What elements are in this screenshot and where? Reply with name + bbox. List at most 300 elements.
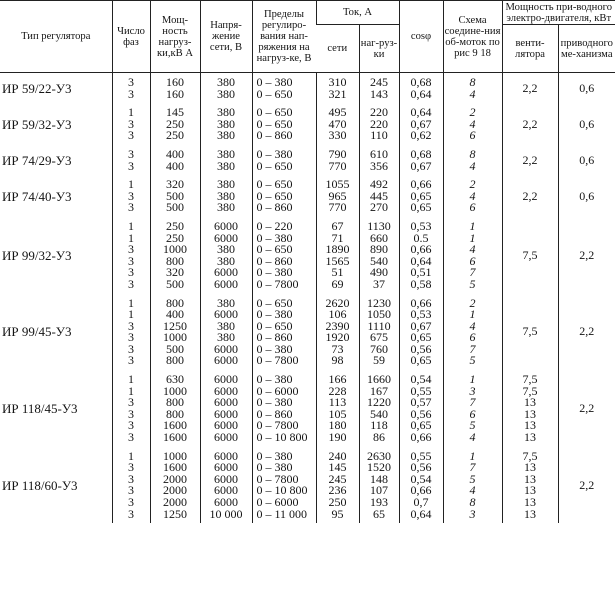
header-type: Тип регулятора [0,1,112,73]
limits-cell [252,175,316,217]
limits-cell [252,73,316,104]
phases-cell-line: 3 [128,341,134,356]
current-load-cell-line: 445 [370,188,388,203]
cos-cell-line: 0,58 [410,276,432,291]
voltage-cell-line: 380 [217,253,235,268]
cos-cell-line: 0,54 [410,372,432,387]
fan-power-line: 7,5 [522,383,538,398]
current-load-cell-line: 1110 [367,318,391,333]
current-net-cell [316,145,359,175]
voltage-cell-line: 6000 [214,265,238,280]
cos-cell-line: 0,57 [410,395,432,410]
current-load-cell-line: 220 [370,105,388,120]
current-net-cell-line: 495 [328,105,347,120]
current-net-cell-line: 106 [328,307,347,322]
table-row [0,103,615,145]
scheme-cell-line: 7 [469,395,476,410]
voltage-cell-line: 6000 [214,406,238,421]
limits-cell-line: 0 – 10 800 [256,430,308,445]
scheme-cell-line: 4 [469,483,476,498]
cos-cell-line: 0,66 [410,242,432,257]
phases-cell [112,103,150,145]
cos-cell-line: 0,53 [410,307,432,322]
current-net-cell-line: 245 [328,471,347,486]
scheme-cell-line: 3 [469,506,476,521]
current-net-cell-line: 190 [328,430,347,445]
power-cell-line: 800 [166,406,184,421]
current-load-cell [359,447,399,524]
drive-power-cell: 2,2 [558,294,615,371]
cos-cell-line: 0,54 [410,471,432,486]
cos-cell-line: 0,7 [413,495,429,509]
fan-power-line: 7,5 [522,324,538,339]
limits-cell-line: 0 – 7800 [256,418,299,433]
power-cell-line: 2000 [163,495,187,509]
cos-cell-line: 0,67 [410,116,432,131]
limits-cell-line: 0 – 650 [256,318,293,333]
limits-cell-line: 0 – 380 [256,341,293,356]
voltage-cell-line: 380 [217,75,235,89]
phases-cell [112,73,150,104]
current-load-cell-line: 492 [370,177,388,192]
current-load-cell-line: 110 [370,128,388,143]
phases-cell-line: 3 [128,276,134,291]
voltage-cell [200,175,252,217]
scheme-cell-line: 5 [469,353,476,368]
phases-cell-line: 3 [128,430,134,445]
phases-cell-line: 3 [128,395,134,410]
header-current: Ток, А [316,1,399,25]
limits-cell-line: 0 – 6000 [256,495,299,509]
voltage-cell [200,294,252,371]
scheme-cell-line: 4 [469,188,476,203]
current-net-cell-line: 105 [328,406,347,421]
voltage-cell-line: 380 [217,318,235,333]
regulator-type-cell: ИР 99/32-У3 [2,247,72,263]
limits-cell-line: 0 – 220 [256,218,293,233]
limits-cell-line: 0 – 650 [256,295,293,310]
current-net-cell [316,217,359,294]
fan-power-line: 7,5 [522,372,538,387]
voltage-cell-line: 380 [217,330,235,345]
power-cell-line: 2000 [163,483,187,498]
current-load-cell-line: 760 [370,341,388,356]
power-cell-line: 500 [166,188,184,203]
phases-cell-line: 3 [128,406,134,421]
power-cell-line: 160 [166,75,184,89]
phases-cell-line: 1 [128,448,134,463]
current-load-cell-line: 37 [373,276,385,291]
current-net-cell-line: 71 [331,230,344,245]
cos-cell-line: 0,68 [410,75,432,89]
voltage-cell-line: 380 [217,242,235,257]
current-net-cell-line: 145 [328,460,347,475]
voltage-cell-line: 6000 [214,418,238,433]
cos-cell-line: 0,53 [410,218,432,233]
fan-power-line: 7,5 [522,448,538,463]
phases-cell-line: 3 [128,75,134,89]
voltage-cell-line: 6000 [214,383,238,398]
power-cell-line: 800 [166,253,184,268]
current-load-cell-line: 2630 [367,448,391,463]
limits-cell-line: 0 – 650 [256,158,293,173]
fan-power-cell [502,73,558,104]
scheme-cell-line: 5 [469,276,476,291]
cos-cell-line: 0,66 [410,295,432,310]
voltage-cell [200,73,252,104]
limits-cell [252,145,316,175]
power-cell-line: 320 [166,177,184,192]
power-cell-line: 400 [166,158,184,173]
cos-cell-line: 0,66 [410,177,432,192]
phases-cell-line: 3 [128,188,134,203]
current-net-cell-line: 228 [328,383,347,398]
current-load-cell-line: 540 [370,406,388,421]
phases-cell-line: 3 [128,265,134,280]
phases-cell-line: 3 [128,460,134,475]
scheme-cell-line: 5 [469,418,476,433]
current-load-cell [359,370,399,447]
voltage-cell-line: 380 [217,200,235,215]
table-row [0,145,615,175]
voltage-cell-line: 6000 [214,460,238,475]
limits-cell-line: 0 – 380 [256,75,293,89]
current-load-cell-line: 610 [370,146,388,161]
fan-power-line: 13 [524,495,537,509]
power-cell-line: 2000 [163,471,187,486]
limits-cell [252,217,316,294]
current-net-cell-line: 770 [328,158,347,173]
cos-cell-line: 0,67 [410,158,432,173]
current-load-cell-line: 107 [370,483,388,498]
regulator-type-cell: ИР 99/45-У3 [2,324,72,340]
power-cell-line: 500 [166,341,184,356]
limits-cell-line: 0 – 860 [256,330,293,345]
scheme-cell-line: 3 [469,383,476,398]
header-phases: Число фаз [112,1,150,73]
current-load-cell-line: 660 [370,230,388,245]
phases-cell [112,175,150,217]
current-load-cell-line: 59 [373,353,385,368]
cos-cell-line: 0,64 [410,253,432,268]
limits-cell-line: 0 – 860 [256,200,293,215]
current-net-cell-line: 180 [328,418,347,433]
phases-cell [112,145,150,175]
scheme-cell-line: 6 [469,406,476,421]
current-load-cell-line: 148 [370,471,388,486]
header-motor: Мощность при-водного электро-двигателя, кВт [502,1,615,25]
drive-power-cell: 2,2 [558,447,615,524]
current-net-cell-line: 69 [331,276,344,291]
limits-cell-line: 0 – 860 [256,128,293,143]
power-cell [150,294,200,371]
limits-cell-line: 0 – 860 [256,406,293,421]
scheme-cell [443,370,502,447]
regulator-type-cell: ИР 59/22-У3 [2,80,72,96]
header-power: Мощ-ность нагруз-ки,кВ А [150,1,200,73]
current-net-cell-line: 95 [331,506,344,521]
phases-cell-line: 3 [128,495,134,509]
power-cell-line: 500 [166,200,184,215]
header-drive: приводного ме-ханизма [558,25,615,73]
scheme-cell-line: 5 [469,471,476,486]
current-load-cell-line: 1130 [367,218,391,233]
power-cell [150,145,200,175]
current-load-cell-line: 193 [370,495,388,509]
fan-power-cell [502,145,558,175]
drive-power-cell: 0,6 [558,145,615,175]
regulator-type-cell: ИР 74/29-У3 [2,152,72,168]
scheme-cell-line: 2 [469,105,476,120]
table-row [0,73,615,104]
fan-power-line: 13 [524,418,537,433]
scheme-cell [443,145,502,175]
voltage-cell-line: 380 [217,295,235,310]
regulator-type-cell: ИР 118/60-У3 [2,477,78,493]
current-load-cell-line: 1660 [367,372,391,387]
fan-power-line: 2,2 [522,188,538,203]
phases-cell-line: 3 [128,506,134,521]
current-net-cell-line: 98 [331,353,344,368]
limits-cell-line: 0 – 6000 [256,383,299,398]
current-net-cell-line: 67 [331,218,344,233]
phases-cell-line: 3 [128,158,134,173]
current-net-cell-line: 1920 [325,330,350,345]
scheme-cell-line: 8 [469,146,476,161]
current-load-cell-line: 245 [370,75,388,89]
fan-power-line: 7,5 [522,247,538,262]
cos-cell-line: 0,64 [410,105,432,120]
scheme-cell-line: 4 [469,86,476,101]
power-cell-line: 800 [166,295,184,310]
cos-cell-line: 0,64 [410,86,432,101]
power-cell-line: 250 [166,218,184,233]
power-cell-line: 1000 [163,383,187,398]
limits-cell [252,447,316,524]
fan-power-cell [502,294,558,371]
voltage-cell-line: 380 [217,188,235,203]
fan-power-line: 13 [524,460,537,475]
power-cell [150,447,200,524]
current-load-cell-line: 143 [370,86,388,101]
cos-cell-line: 0,56 [410,406,432,421]
phases-cell-line: 1 [128,372,134,387]
scheme-cell-line: 1 [469,218,476,233]
current-load-cell [359,294,399,371]
limits-cell [252,294,316,371]
scheme-cell [443,175,502,217]
voltage-cell [200,145,252,175]
cos-cell-line: 0,65 [410,330,432,345]
power-cell [150,103,200,145]
voltage-cell-line: 6000 [214,307,238,322]
voltage-cell-line: 6000 [214,372,238,387]
voltage-cell-line: 380 [217,177,235,192]
cos-cell-line: 0,65 [410,200,432,215]
voltage-cell-line: 380 [217,105,235,120]
current-net-cell [316,370,359,447]
current-load-cell-line: 1230 [367,295,391,310]
drive-power-cell: 2,2 [558,370,615,447]
cos-cell-line: 0,55 [410,448,432,463]
current-load-cell-line: 118 [370,418,388,433]
power-cell-line: 250 [166,230,184,245]
limits-cell-line: 0 – 380 [256,265,293,280]
voltage-cell-line: 380 [217,158,235,173]
current-net-cell-line: 236 [328,483,347,498]
limits-cell-line: 0 – 380 [256,307,293,322]
phases-cell-line: 3 [128,471,134,486]
voltage-cell-line: 6000 [214,430,238,445]
fan-power-line: 13 [524,430,537,445]
current-net-cell-line: 965 [328,188,347,203]
current-load-cell-line: 1520 [367,460,391,475]
phases-cell-line: 3 [128,253,134,268]
drive-power-cell: 0,6 [558,73,615,104]
current-load-cell-line: 1050 [367,307,391,322]
cos-cell-line: 0,67 [410,318,432,333]
scheme-cell-line: 6 [469,253,476,268]
table-row [0,370,615,447]
current-load-cell-line: 890 [370,242,388,257]
current-load-cell-line: 490 [370,265,388,280]
header-current-net: сети [316,25,359,73]
power-cell-line: 1000 [163,330,187,345]
scheme-cell [443,73,502,104]
header-cos: cosφ [399,1,443,73]
voltage-cell [200,447,252,524]
phases-cell-line: 3 [128,128,134,143]
cos-cell-line: 0,65 [410,418,432,433]
voltage-cell-line: 6000 [214,341,238,356]
table-body [0,73,615,524]
current-net-cell-line: 1055 [325,177,350,192]
power-cell-line: 1600 [163,460,187,475]
scheme-cell-line: 4 [469,158,476,173]
current-net-cell-line: 321 [328,86,347,101]
header-current-load: наг-руз-ки [359,25,399,73]
limits-cell-line: 0 – 7800 [256,276,299,291]
current-net-cell-line: 470 [328,116,347,131]
phases-cell-line: 1 [128,383,134,398]
voltage-cell-line: 6000 [214,230,238,245]
scheme-cell-line: 1 [469,230,476,245]
fan-power-cell [502,217,558,294]
fan-power-cell [502,447,558,524]
header-scheme: Схема соедине-ния об-моток по рис 9 18 [443,1,502,73]
power-cell-line: 145 [166,105,184,120]
current-load-cell-line: 270 [370,200,388,215]
regulator-type-cell: ИР 118/45-У3 [2,401,78,417]
limits-cell-line: 0 – 650 [256,188,293,203]
fan-power-line: 13 [524,483,537,498]
voltage-cell-line: 6000 [214,353,238,368]
phases-cell [112,447,150,524]
limits-cell-line: 0 – 380 [256,146,293,161]
regulator-type-cell: ИР 59/32-У3 [2,116,72,132]
current-net-cell-line: 1565 [325,253,350,268]
voltage-cell-line: 380 [217,116,235,131]
cos-cell-line: 0,65 [410,353,432,368]
current-net-cell [316,447,359,524]
current-load-cell [359,175,399,217]
voltage-cell [200,103,252,145]
voltage-cell-line: 6000 [214,448,238,463]
limits-cell-line: 0 – 10 800 [256,483,308,498]
power-cell-line: 630 [166,372,184,387]
current-load-cell [359,145,399,175]
scheme-cell [443,103,502,145]
cos-cell [399,294,443,371]
scheme-cell-line: 4 [469,430,476,445]
current-net-cell [316,73,359,104]
cos-cell [399,447,443,524]
cos-cell-line: 0.5 [413,230,429,245]
fan-power-line: 13 [524,406,537,421]
voltage-cell-line: 6000 [214,471,238,486]
fan-power-line: 13 [524,506,537,521]
limits-cell-line: 0 – 650 [256,116,293,131]
current-load-cell-line: 675 [370,330,388,345]
fan-power-line: 13 [524,395,537,410]
scheme-cell-line: 6 [469,200,476,215]
limits-cell-line: 0 – 380 [256,395,293,410]
scheme-cell-line: 7 [469,265,476,280]
power-cell-line: 1600 [163,430,187,445]
voltage-cell-line: 380 [217,86,235,101]
scheme-cell-line: 4 [469,242,476,257]
voltage-cell-line: 6000 [214,218,238,233]
fan-power-line: 2,2 [522,116,538,131]
cos-cell-line: 0,56 [410,341,432,356]
scheme-cell-line: 1 [469,448,476,463]
voltage-cell-line: 10 000 [209,506,243,521]
cos-cell-line: 0,66 [410,430,432,445]
voltage-cell-line: 6000 [214,395,238,410]
voltage-cell-line: 6000 [214,483,238,498]
phases-cell-line: 3 [128,86,134,101]
power-cell-line: 1000 [163,448,187,463]
current-load-cell [359,73,399,104]
power-cell-line: 800 [166,353,184,368]
phases-cell-line: 3 [128,146,134,161]
cos-cell-line: 0,51 [410,265,432,280]
power-cell-line: 800 [166,395,184,410]
current-load-cell-line: 356 [370,158,388,173]
limits-cell [252,370,316,447]
current-net-cell-line: 240 [328,448,347,463]
current-load-cell-line: 167 [370,383,388,398]
scheme-cell-line: 2 [469,295,476,310]
scheme-cell-line: 1 [469,372,476,387]
current-net-cell-line: 51 [331,265,344,280]
cos-cell [399,217,443,294]
phases-cell-line: 3 [128,483,134,498]
cos-cell [399,145,443,175]
scheme-cell [443,447,502,524]
limits-cell-line: 0 – 650 [256,86,293,101]
voltage-cell-line: 6000 [214,495,238,509]
current-net-cell [316,294,359,371]
header-limits: Пределы регулиро-вания нап-ряжения на нагруз-ке, В [252,1,316,73]
current-net-cell-line: 790 [328,146,347,161]
power-cell-line: 160 [166,86,184,101]
power-cell-line: 1250 [163,318,187,333]
limits-cell [252,103,316,145]
limits-cell-line: 0 – 650 [256,105,293,120]
current-load-cell-line: 220 [370,116,388,131]
current-net-cell-line: 73 [331,341,344,356]
